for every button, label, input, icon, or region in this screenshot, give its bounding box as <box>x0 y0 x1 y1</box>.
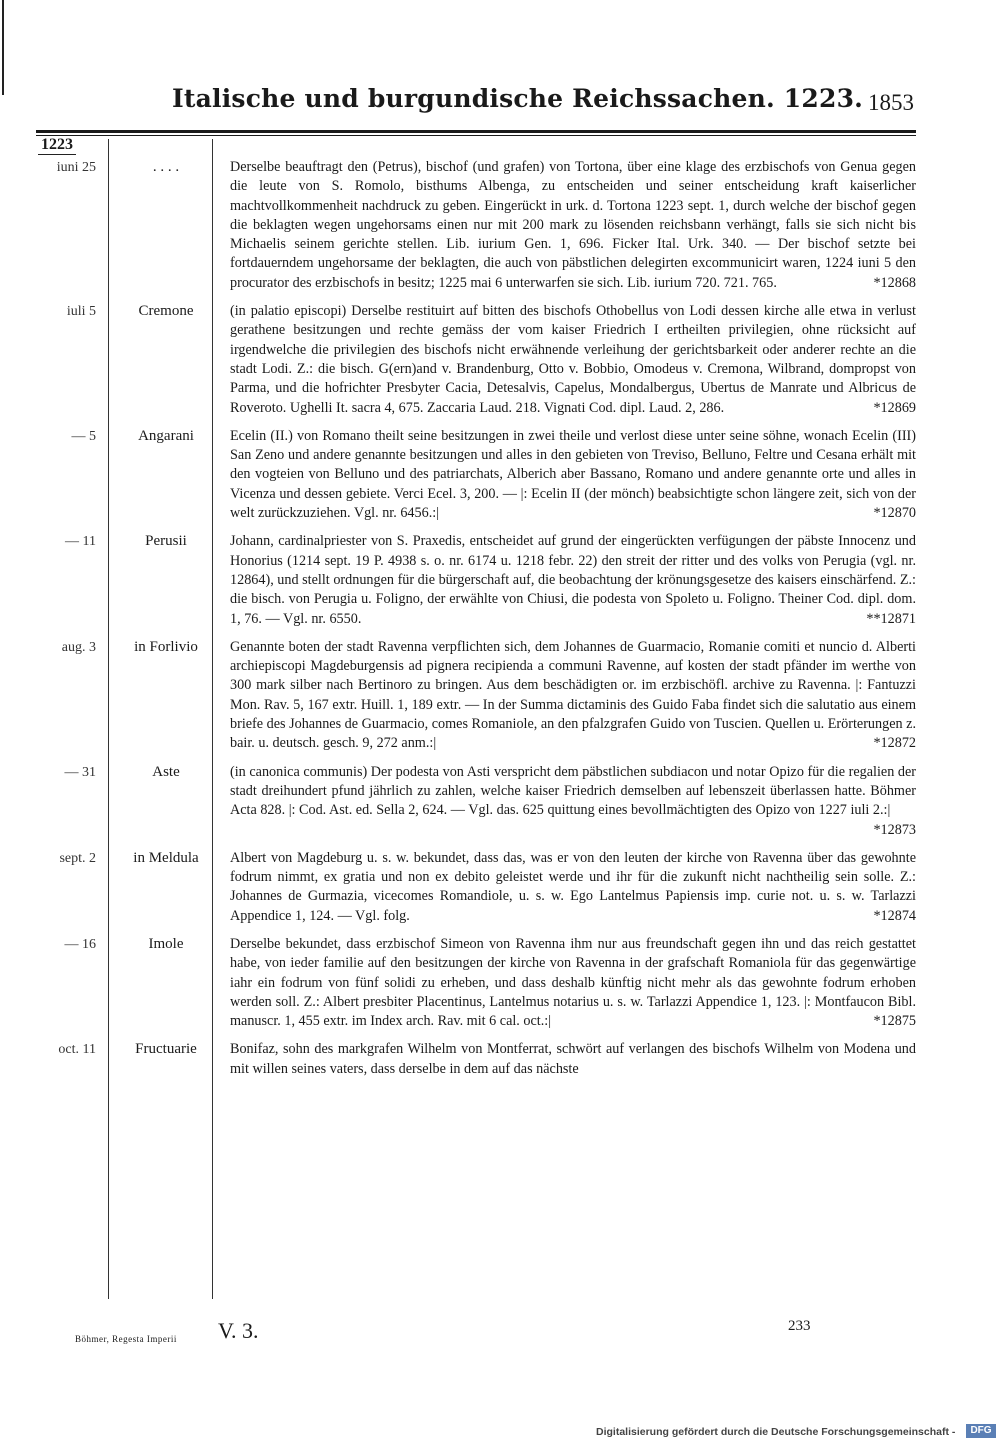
entry-text <box>230 427 916 523</box>
regest-entry <box>36 302 916 418</box>
regest-entry <box>36 935 916 1031</box>
entry-body: Bonifaz, sohn des markgrafen Wilhelm von Montferrat, schwört auf verlangen des bischofs Wilhelm von Modena und mit willen seines vaters, dass derselbe in dem auf das nächste <box>230 1041 916 1077</box>
entry-number: *12875 <box>873 1013 916 1030</box>
entry-place: in Forlivio <box>134 638 198 655</box>
entry-place: Fructuarie <box>135 1041 197 1058</box>
entry-date: aug. 3 <box>61 639 96 655</box>
dfg-logo-icon: DFG <box>966 1424 996 1438</box>
entry-body: Genannte boten der stadt Ravenna verpflichten sich, dem Johannes de Guarmacio, Romanie comiti et nuncio d. Alberti archiepiscopi Magdeburgensis ad pignera recipienda a communi Ravenne, auf kosten der stadt pfänder im werthe von 300 mark silber nach Bertinoro zu bringen. Aus dem beschädigten or. im erzbischöfl. archive zu Ravenna. |: Fantuzzi Mon. Rav. 5, 167 extr. Huill. 1, 189 extr. — In der Summa dictaminis des Guido Faba findet sich die salutatio aus einem briefe des Johannes de Guarmacio, comes Romaniole, an den pfalzgrafen Guido von Tuscien. Quellen u. Erörterungen z. bair. u. deutsch. gesch. 9, 272 anm.:| <box>230 638 916 752</box>
entry-body: Johann, cardinalpriester von S. Praxedis, entscheidet auf grund der eingerückten verfügungen der päbste Innocenz und Honorius (1214 sept. 19 P. 4938 s. o. nr. 6174 u. 1218 febr. 22) den streit der ritter und des volks von Perugia (vgl. nr. 12864), und stellt ordnungen für die bürgerschaft auf, die beobachtung der krönungsgesetze des kaisers einschärfend. Z.: die bisch. von Perugia u. Foligno, der erwählte von Chiusi, die podesta von Spoleto u. Foligno. Theiner Cod. dipl. dom. 1, 76. — Vgl. nr. 6550. <box>230 533 916 627</box>
entry-body: Derselbe beauftragt den (Petrus), bischof (und grafen) von Tortona, über eine klage des erzbischofs von Genua gegen die leute von S. Romolo, bisthums Albenga, zu entscheiden und seiner entscheidung kraft kaiserlicher machtvollkommenheit nachdruck zu geben. Eingerückt in urk. d. Tortona 1223 sept. 1, durch welche der bischof gegen die beklagten wegen ungehorsams einen nur mit 200 mark zu lösenden reichsbann verhängt, falls sie sich nicht bis Michaelis seinem gerichte stellen. Lib. iurium Gen. 1, 696. Ficker Ital. Urk. 340. — Der bischof setzte bei fortdauerndem ungehorsame der beklagten, die auch von päbstlichen delegirten excommunicirt waren, 1224 iuni 5 den procurator des erzbischofs in besitz; 1225 mai 6 unterwarfen sie sich. Lib. iurium 720. 721. 765. <box>230 159 916 291</box>
entry-date: — 16 <box>64 936 96 952</box>
entry-place: Angarani <box>138 427 194 444</box>
regest-entry <box>36 158 916 293</box>
entry-date: oct. 11 <box>58 1042 96 1058</box>
entry-text <box>230 1040 916 1079</box>
entry-text <box>230 763 916 840</box>
regest-entry <box>36 763 916 840</box>
entry-body: (in canonica communis) Der podesta von Asti verspricht dem päbstlichen subdiacon und notar Opizo für die regalien der stadt dreihundert pfund jährlich zu zahlen, welche kaiser Friedrich demselben auf lebenszeit überlassen hatte. Böhmer Acta 828. |: Cod. Ast. ed. Sella 2, 624. — Vgl. das. 625 quittung eines bevollmächtigten des Opizo von 1227 iuli 2.:| <box>230 763 916 819</box>
scan-edge-line <box>2 0 4 95</box>
entry-text <box>230 532 916 628</box>
entry-text <box>230 158 916 293</box>
entry-place: Imole <box>148 935 184 952</box>
regest-entry <box>36 1040 916 1079</box>
entry-date: — 31 <box>64 764 96 780</box>
footer-page-number: 233 <box>788 1318 811 1334</box>
regest-entries <box>36 158 916 1088</box>
header-rule <box>36 130 916 133</box>
entry-number: *12874 <box>873 907 916 924</box>
entry-place: . . . . <box>152 159 180 175</box>
entry-date: iuli 5 <box>66 304 96 320</box>
entry-date: sept. 2 <box>59 850 96 866</box>
entry-text <box>230 302 916 418</box>
entry-body: Albert von Magdeburg u. s. w. bekundet, dass das, was er von den leuten der kirche von Ravenna über das gewohnte fodrum nimmt, ex gratia und non ex debito geleistet werde und ihr für die zukunft nicht nachtheilig sein solle. Z.: Johannes de Gurmazia, vicecomes Romandiole, u. s. w. Ego Lantelmus Papiensis imp. curie not. u. s. w. Tarlazzi Appendice 1, 124. — Vgl. folg. <box>230 849 916 924</box>
entry-date: — 11 <box>65 534 96 550</box>
header-rule-thin <box>36 135 916 136</box>
entry-body: Derselbe bekundet, dass erzbischof Simeon von Ravenna ihm nur aus freundschaft gegen ihn und das reich gestattet habe, von ieder familie auf den besitzungen der kirche von Ravenna in der grafschaft Romaniola für das gegenwärtige iahr ein fodrum von fünf solidi zu erheben, und dass deshalb künftig nicht mehr als das gewohnte fodrum erhoben werden soll. Z.: Albert presbiter Placentinus, Lantelmus notarius u. s. w. Tarlazzi Appendice 1, 123. |: Montfaucon Bibl. manuscr. 1, 455 extr. im Index arch. Rav. mit 6 cal. oct.:| <box>230 935 916 1030</box>
entry-number: *12872 <box>873 735 916 752</box>
entry-date: — 5 <box>71 428 96 444</box>
footer-source: Böhmer, Regesta Imperii <box>75 1334 177 1344</box>
entry-place: Perusii <box>145 533 187 550</box>
year-label: 1223 <box>38 136 76 155</box>
entry-number: *12869 <box>873 399 916 416</box>
footer-signature: V. 3. <box>218 1318 259 1343</box>
regest-entry <box>36 532 916 628</box>
entry-text <box>230 849 916 926</box>
entry-number: **12871 <box>866 610 916 627</box>
entry-date: iuni 25 <box>56 160 96 175</box>
entry-place: Cremone <box>138 303 194 320</box>
regest-entry <box>36 427 916 523</box>
page-header <box>0 82 1000 122</box>
page-number: 1853 <box>868 90 914 115</box>
entry-place: Aste <box>152 763 180 780</box>
regest-entry <box>36 849 916 926</box>
entry-number: *12868 <box>873 274 916 291</box>
regest-entry <box>36 638 916 754</box>
entry-body: Ecelin (II.) von Romano theilt seine besitzungen in zwei theile und verlost diese unter seine söhne, wonach Ecelin (III) San Zeno und andere genannte besitzungen und alles in den gebieten von Treviso, Belluno, Feltre und Cesana erhält mit den vogteien von Belluno und des patriarchats, Alberich aber Bassano, Romano und andere genannte orte und alles in Vicenza und dessen gebiete. Verci Ecel. 3, 200. — |: Ecelin II (der mönch) beabsichtigte schon längere zeit, sich von der welt zurückzuziehen. Vgl. nr. 6456.:| <box>230 427 916 522</box>
entry-number: *12873 <box>873 821 916 838</box>
entry-number: *12870 <box>873 505 916 522</box>
entry-body: (in palatio episcopi) Derselbe restituirt auf bitten des bischofs Othobellus von Lodi dessen kirche alle etwa in verlust gerathene besitzungen und rechte gemäss der vom kaiser Friedrich I ertheilten privilegien, ohne rücksicht auf irgendwelche die privilegien des bischofs nicht erwähnende verleihung der gerichtsbarkeit oder anderer rechte an die stadt Lodi. Z.: die bisch. G(ern)and v. Brandenburg, Otto v. Bobbio, Omodeus v. Cremona, Wilbrand, dompropst von Parma, und die hofrichter Presbyter Cacia, Detesalvis, Capelus, Mondalbergus, Ubertus de Manrate und Albricus de Roveroto. Ughelli It. sacra 4, 675. Zaccaria Laud. 218. Vignati Cod. dipl. Laud. 2, 286. <box>230 303 916 416</box>
entry-text <box>230 935 916 1031</box>
entry-text <box>230 638 916 754</box>
digitization-credit: Digitalisierung gefördert durch die Deutsche Forschungsgemeinschaft - <box>596 1426 956 1438</box>
page-title: Italische und burgundische Reichssachen. 1223. <box>172 84 864 113</box>
entry-place: in Meldula <box>133 849 199 866</box>
